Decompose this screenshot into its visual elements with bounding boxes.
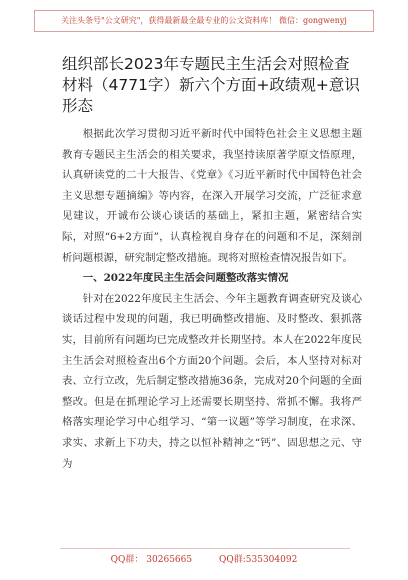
document-body <box>62 124 362 474</box>
document-title: 组织部长2023年专题民主生活会对照检查材料（4771字）新六个方面+政绩观+意识形态 <box>62 55 360 115</box>
footer <box>0 552 408 565</box>
section-paragraph: 针对在2022年度民主生活会、今年主题教育调查研究及谈心谈话过程中发现的问题，我已明确整改措施、及时整改、狠抓落实，目前所有问题均已完成整改并长期坚持。本人在2022年度民主生活会对照检查出6个方面20个问题。会后，本人坚持对标对表、立行立改，先后制定整改措施36条，完成对20个问题的全面整改。但是在抓理论学习上还需要长期坚持、常抓不懈。我将严格落实理论学习中心组学习、“第一议题”等学习制度，在求深、求实、求新上下功夫，持之以恒补精神之“钙”、固思想之元、守为 <box>62 292 362 470</box>
intro-paragraph: 根据此次学习贯彻习近平新时代中国特色社会主义思想主题教育专题民主生活会的相关要求，我坚持读原著学原文悟原理，认真研读党的二十大报告、《党章》《习近平新时代中国特色社会主义思想专题摘编》等内容，在深入开展学习交流，广泛征求意见建议，开诚布公谈心谈话的基础上，紧扣主题，紧密结合实际，对照“6+2方面”，认真检视自身存在的问题和不足，深刻剖析问题根源，研究制定整改措施。现将对照检查情况报告如下。 <box>62 128 362 264</box>
footer-qq-group-2: QQ群:535304092 <box>218 555 298 565</box>
footer-divider <box>60 548 350 549</box>
promo-banner: 关注头条号"公文研究"，获得最新最全最专业的公文资料库！ 微信：gongwenyj <box>34 10 374 32</box>
footer-qq-group-1: QQ群： 30265665 <box>110 555 193 565</box>
section-heading: 一、2022年度民主生活会问题整改落实情况 <box>82 272 289 285</box>
